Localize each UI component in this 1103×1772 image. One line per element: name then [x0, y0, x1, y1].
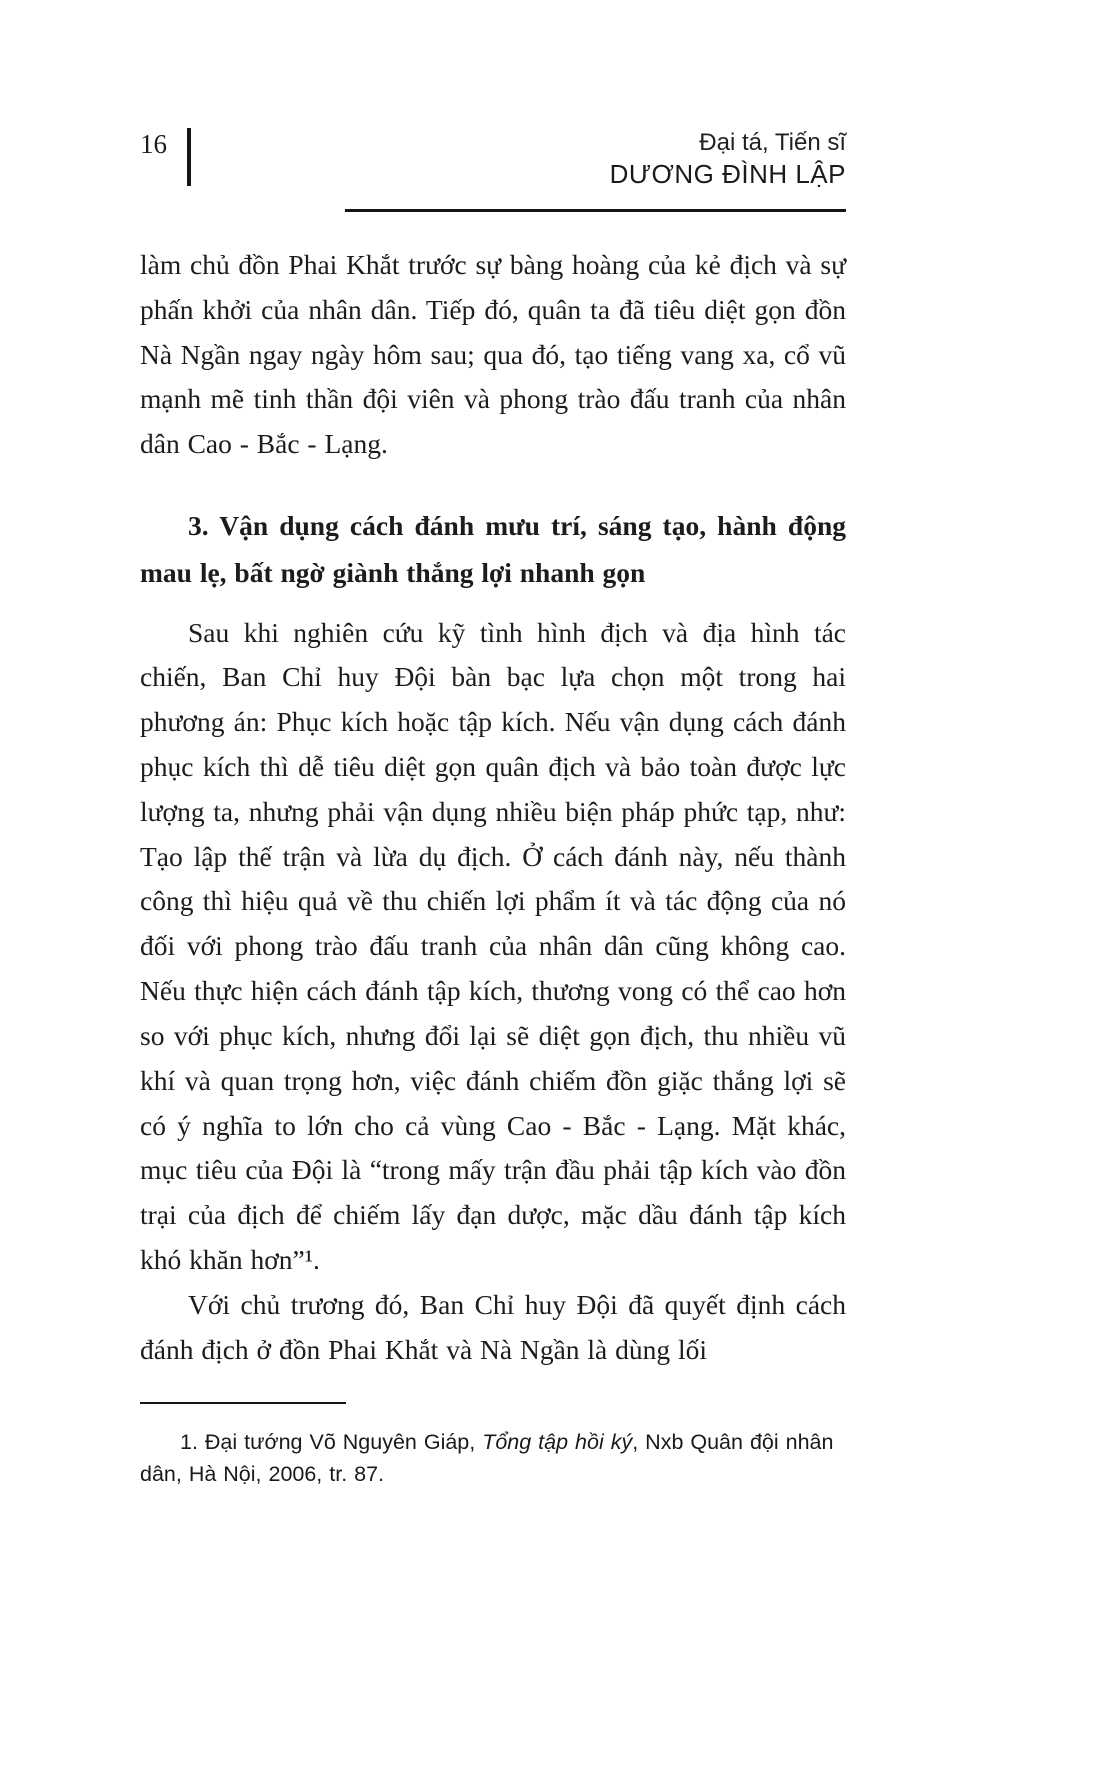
- footnote-pre: 1. Đại tướng Võ Nguyên Giáp,: [180, 1429, 483, 1454]
- paragraph-closing: Với chủ trương đó, Ban Chỉ huy Đội đã quyết định cách đánh địch ở đồn Phai Khắt và Nà Ngần là dùng lối: [140, 1288, 846, 1365]
- page-number-divider: [187, 128, 191, 186]
- footnote-post: , Nxb Quân đội nhân dân, Hà Nội, 2006, tr. 87.: [140, 1429, 834, 1487]
- page-number: 16: [140, 129, 167, 159]
- author-name: DƯƠNG ĐÌNH LẬP: [609, 159, 846, 189]
- footnote-rule: [140, 1402, 346, 1404]
- page-header: [140, 128, 846, 192]
- paragraph-main: Sau khi nghiên cứu kỹ tình hình địch và địa hình tác chiến, Ban Chỉ huy Đội bàn bạc lựa chọn một trong hai phương án: Phục kích hoặc tập kích. Nếu vận dụng cách đánh phục kích thì dễ tiêu diệt gọn quân địch và bảo toàn được lực lượng ta, nhưng phải vận dụng nhiều biện pháp phức tạp, như: Tạo lập thế trận và lừa dụ địch. Ở cách đánh này, nếu thành công thì hiệu quả về thu chiến lợi phẩm ít và tác động của nó đối với phong trào đấu tranh của nhân dân cũng không cao. Nếu thực hiện cách đánh tập kích, thương vong có thể cao hơn so với phục kích, nhưng đổi lại sẽ diệt gọn địch, thu nhiều vũ khí và quan trọng hơn, việc đánh chiếm đồn giặc thắng lợi sẽ có ý nghĩa to lớn cho cả vùng Cao - Bắc - Lạng. Mặt khác, mục tiêu của Đội là “trong mấy trận đầu phải tập kích vào đồn trại của địch để chiếm lấy đạn dược, mặc dầu đánh tập kích khó khăn hơn”¹.: [140, 616, 846, 1275]
- section-heading: 3. Vận dụng cách đánh mưu trí, sáng tạo, hành động mau lẹ, bất ngờ giành thắng lợi nhanh gọn: [140, 510, 846, 588]
- page-number-group: [140, 128, 191, 186]
- footnote-book-title: Tổng tập hồi ký: [482, 1429, 633, 1454]
- footnote: [140, 1426, 846, 1491]
- paragraph-continuation: làm chủ đồn Phai Khắt trước sự bàng hoàng của kẻ địch và sự phấn khởi của nhân dân. Tiếp đó, quân ta đã tiêu diệt gọn đồn Nà Ngần ngay ngày hôm sau; qua đó, tạo tiếng vang xa, cổ vũ mạnh mẽ tinh thần đội viên và phong trào đấu tranh của nhân dân Cao - Bắc - Lạng.: [140, 249, 846, 460]
- footnote-area: [140, 1402, 846, 1490]
- body-text: [140, 243, 846, 1512]
- author-title: Đại tá, Tiến sĩ: [699, 129, 846, 156]
- header-rule: [345, 209, 846, 212]
- running-head: [610, 128, 846, 192]
